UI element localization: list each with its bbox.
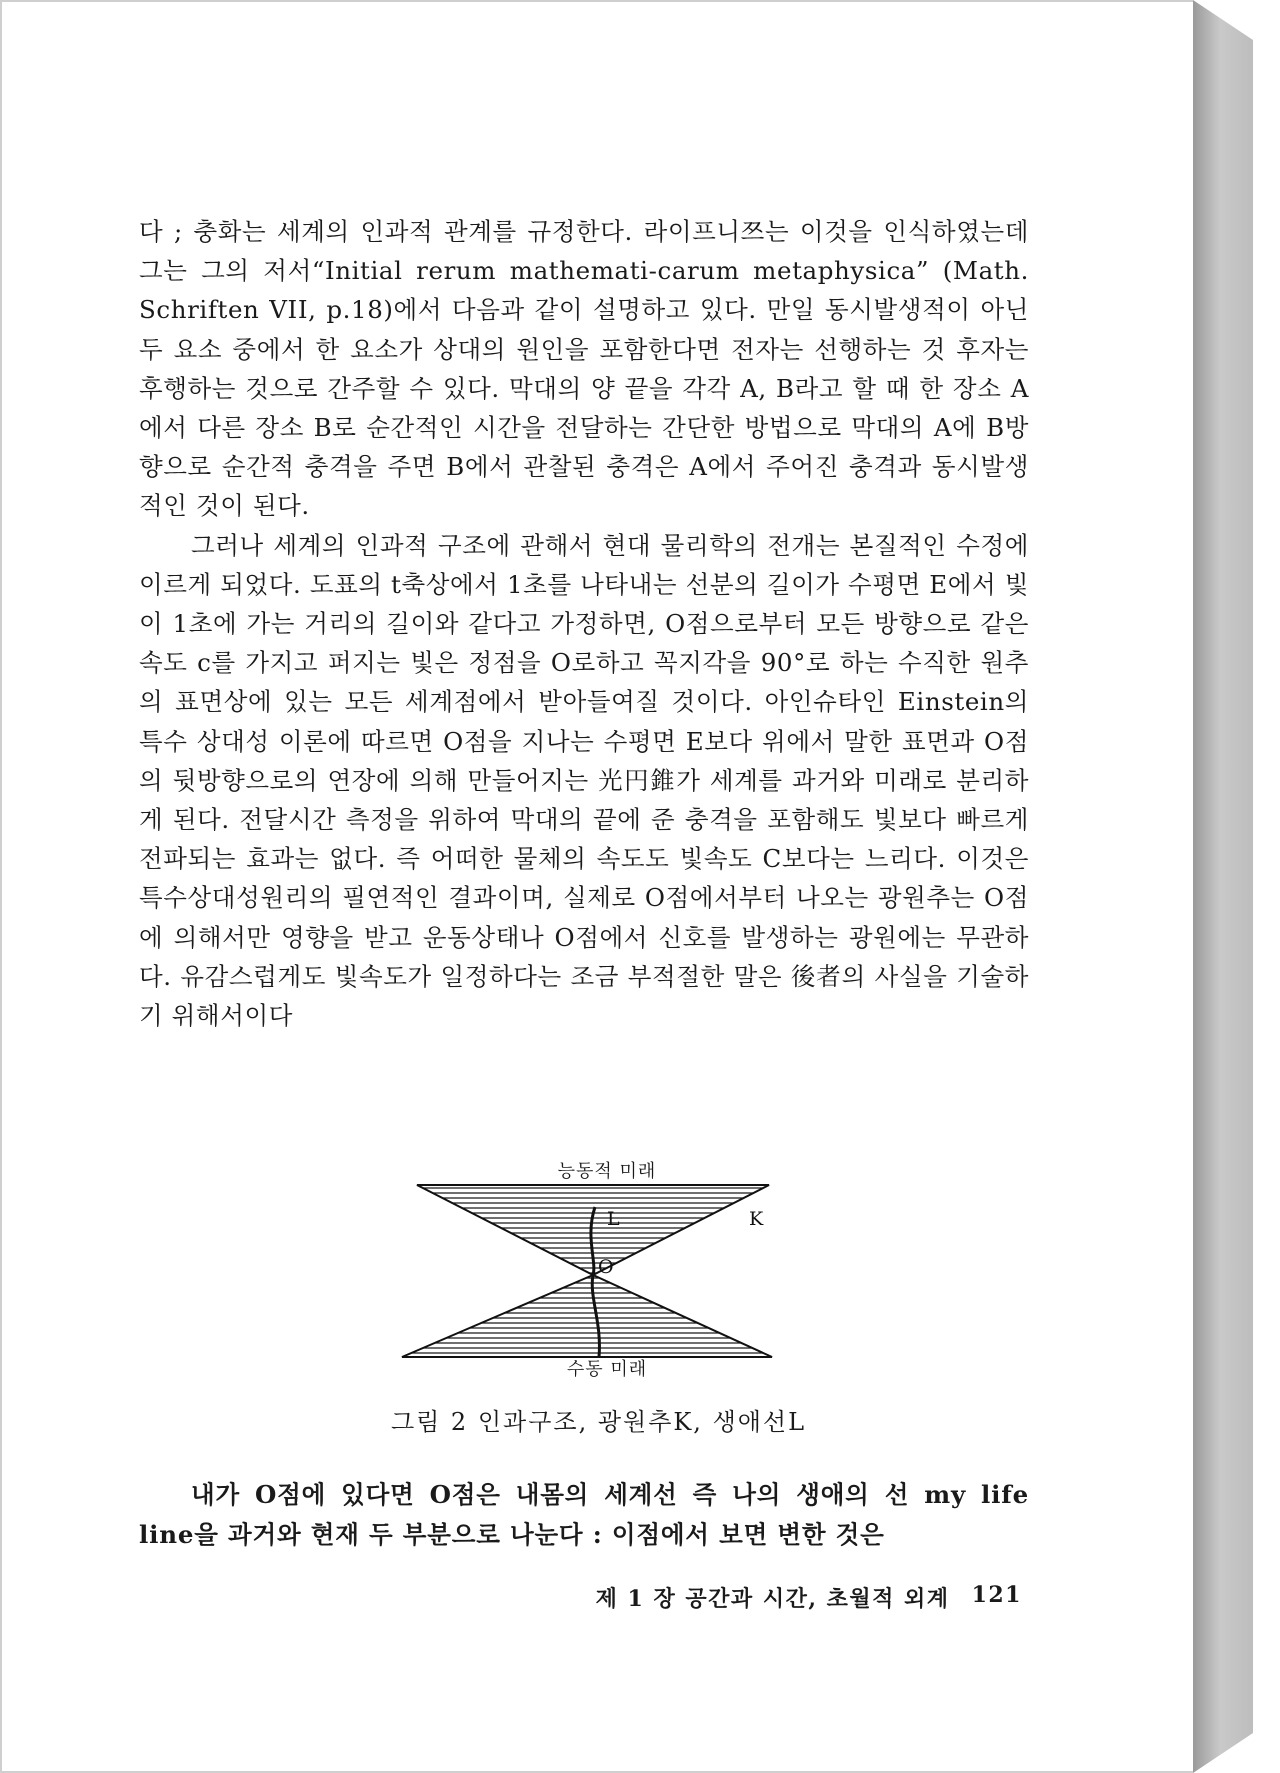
page-number: 121: [971, 1582, 1022, 1608]
light-cone-figure: [397, 1157, 777, 1382]
paragraph-1: 다 ; 충화는 세계의 인과적 관계를 규정한다. 라이프니쯔는 이것을 인식하였는데 그는 그의 저서“Initial rerum mathemati-carum metaphysica” (Math. Schriften VII, p.18)에서 다음과 같이 설명하고 있다. 만일 동시발생적이 아닌 두 요소 중에서 한 요소가 상대의 원인을 포함한다면 전자는 선행하는 것 후자는 후행하는 것으로 간주할 수 있다. 막대의 양 끝을 각각 A, B라고 할 때 한 장소 A에서 다른 장소 B로 순간적인 시간을 전달하는 간단한 방법으로 막대의 A에 B방향으로 순간적 충격을 주면 B에서 관찰된 충격은 A에서 주어진 충격과 동시발생적인 것이 된다.: [139, 217, 1029, 521]
point-o-label: O: [598, 1256, 614, 1278]
chapter-title: 제 1 장 공간과 시간, 초월적 외계: [595, 1586, 950, 1612]
light-cone-diagram: [397, 1157, 777, 1382]
book-page-edge: [1193, 0, 1253, 1773]
point-l-label: L: [607, 1208, 620, 1230]
figure-label-active-future: 능동적 미래: [557, 1161, 657, 1182]
paragraph-2: 그러나 세계의 인과적 구조에 관해서 현대 물리학의 전개는 본질적인 수정에 이르게 되었다. 도표의 t축상에서 1초를 나타내는 선분의 길이가 수평면 E에서 빛이 1초에 가는 거리의 길이와 같다고 가정하면, O점으로부터 모든 방향으로 같은 속도 c를 가지고 퍼지는 빛은 정점을 O로하고 꼭지각을 90°로 하는 수직한 원추의 표면상에 있는 모든 세계점에서 받아들여질 것이다. 아인슈타인 Einstein의 특수 상대성 이론에 따르면 O점을 지나는 수평면 E보다 위에서 말한 표면과 O점의 뒷방향으로의 연장에 의해 만들어지는 光円錐가 세계를 과거와 미래로 분리하게 된다. 전달시간 측정을 위하여 막대의 끝에 준 충격을 포함해도 빛보다 빠르게 전파되는 효과는 없다. 즉 어떠한 물체의 속도도 빛속도 C보다는 느리다. 이것은 특수상대성원리의 필연적인 결과이며, 실제로 O점에서부터 나오는 광원추는 O점에 의해서만 영향을 받고 운동상태나 O점에서 신호를 발생하는 광원에는 무관하다. 유감스럽게도 빛속도가 일정하다는 조금 부적절한 말은 後者의 사실을 기술하기 위해서이다: [139, 530, 1029, 1031]
body-text: [139, 212, 1029, 1035]
figure-label-passive-future: 수동 미래: [566, 1359, 648, 1380]
point-k-label: K: [749, 1208, 764, 1230]
body-text-continued: [139, 1475, 1029, 1555]
running-footer: [562, 1582, 1022, 1613]
lower-cone: [402, 1275, 772, 1357]
figure-caption: 그림 2 인과구조, 광원추K, 생애선L: [390, 1408, 807, 1436]
paragraph-3: 내가 O점에 있다면 O점은 내몸의 세계선 즉 나의 생애의 선 my life line을 과거와 현재 두 부분으로 나눈다 : 이점에서 보면 변한 것은: [139, 1480, 1029, 1549]
